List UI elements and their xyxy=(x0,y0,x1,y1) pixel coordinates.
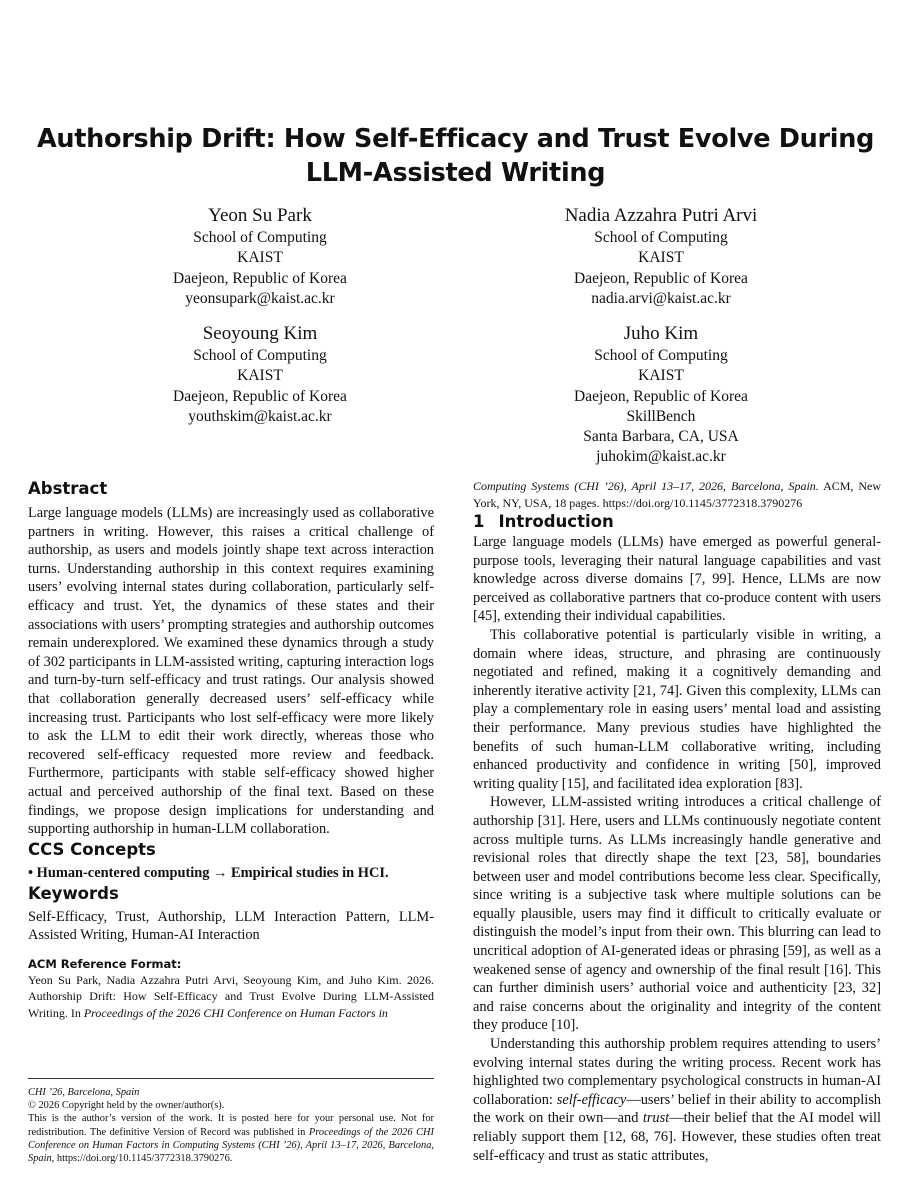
ccs-concept: • Human-centered computing → Empirical studies in HCI. xyxy=(28,864,389,881)
author-name: Yeon Su Park xyxy=(208,205,312,226)
author-2 xyxy=(501,204,821,309)
author-location: Daejeon, Republic of Korea xyxy=(574,269,748,287)
intro-paragraph-2: This collaborative potential is particularly visible in writing, a domain where ideas, structure, and phrasing are continuously negotiated and refined, making it a cognitively demanding and inherently iterative activity [21, 74]. Given this complexity, LLMs can play a complementary role in easing users’ mental load and assisting their performance. Many previous studies have highlighted the benefits of such human-LLM collaborative writing, including enhanced productivity and confidence in writing [50], improved writing quality [15], and facilitated idea exploration [83]. xyxy=(473,626,881,792)
term-trust: trust xyxy=(642,1110,670,1127)
intro-p4-text-c: —their belief that the AI model will reliably support them [12, 68, 76]. However, these studies often treat self-efficacy and trust as static attributes, xyxy=(473,1110,882,1164)
author-institution: KAIST xyxy=(237,249,283,267)
author-company: SkillBench xyxy=(626,407,696,425)
footnote-notice-italic: Proceedings of the 2026 CHI Conference on Human Factors in Computing Systems (CHI ’26), April 13–17, 2026, Barcelona, Spain xyxy=(28,1126,434,1165)
acm-reference-continued-italic: Computing Systems (CHI ’26), April 13–17, 2026, Barcelona, Spain. xyxy=(473,479,819,493)
footnote-doi[interactable]: , https://doi.org/10.1145/3772318.3790276. xyxy=(51,1153,233,1165)
keywords-text: Self-Efficacy, Trust, Authorship, LLM Interaction Pattern, LLM-Assisted Writing, Human-AI Interaction xyxy=(28,908,434,944)
footnote-venue: CHI ’26, Barcelona, Spain xyxy=(28,1087,140,1098)
author-4 xyxy=(501,322,821,468)
author-location: Daejeon, Republic of Korea xyxy=(173,269,347,287)
section-title: Introduction xyxy=(498,512,614,531)
acm-reference-italic: Proceedings of the 2026 CHI Conference on Human Factors in xyxy=(83,1005,388,1020)
author-name: Seoyoung Kim xyxy=(202,323,318,344)
intro-p4-text-a: Understanding this authorship problem requires attending to users’ evolving internal states during the writing process. Recent work has highlighted two complementary psychological constructs in human-AI collaboration: xyxy=(473,1036,881,1108)
author-name: Nadia Azzahra Putri Arvi xyxy=(564,205,758,226)
author-email: nadia.arvi@kaist.ac.kr xyxy=(591,289,731,307)
footnote-copyright: © 2026 Copyright held by the owner/author(s). xyxy=(28,1100,225,1112)
intro-paragraph-4 xyxy=(473,1035,881,1165)
abstract-text: Large language models (LLMs) are increasingly used as collaborative partners in writing. However, this raises a critical challenge of authorship, as users and models jointly shape text across interaction turns. Understanding authorship in this context requires examining users’ evolving internal states during collaboration, particularly self-efficacy and trust. Yet, the dynamics of these states and their associations with users’ prompting strategies and authorship outcomes remain underexplored. We examined these dynamics through a study of 302 participants in LLM-assisted writing, capturing interaction logs and turn-by-turn self-efficacy and trust ratings. Our analysis showed that collaboration generally decreased users’ self-efficacy while increasing trust. Participants who lost self-efficacy were more likely to ask the LLM to edit their work directly, whereas those who recovered self-efficacy requested more review and feedback. Furthermore, participants with stable self-efficacy showed higher actual and perceived authorship of the final text. Based on these findings, we propose design implications for understanding and supporting authorship in human-LLM collaboration. xyxy=(28,505,434,838)
author-3 xyxy=(100,322,420,427)
author-email: juhokim@kaist.ac.kr xyxy=(596,448,726,466)
author-affiliation: School of Computing xyxy=(594,229,728,246)
acm-reference-plain: Yeon Su Park, Nadia Azzahra Putri Arvi, Seoyoung Kim, and Juho Kim. 2026. Authorship Drift: How Self-Efficacy and Trust Evolve During LLM-Assisted Writing. In xyxy=(28,972,434,1020)
introduction-heading xyxy=(473,511,881,533)
intro-paragraph-3: However, LLM-assisted writing introduces a critical challenge of authorship [31]. Here, users and LLMs continuously negotiate content across multiple turns. As LLMs increasingly handle generative and revisional roles that directly shape the text [23, 58], boundaries between user and model contributions become less clear. Specifically, since writing is a subjective task where multiple solutions can be equally plausible, users may find it difficult to critically evaluate or distinguish the model’s input from their own. This blurring can lead to uncritical adoption of AI-generated ideas or phrasing [59], as well as a weakened sense of agency and ownership of the final result [16]. This can further diminish users’ authorial voice and authenticity [23, 32] and raise concerns about the originality and integrity of the content they produce [10]. xyxy=(473,794,881,1034)
footnote xyxy=(28,1086,434,1165)
author-affiliation: School of Computing xyxy=(594,347,728,364)
author-institution: KAIST xyxy=(638,249,684,267)
intro-paragraph-1: Large language models (LLMs) have emerged as powerful general-purpose tools, leveraging their natural language capabilities and vast knowledge across diverse domains [7, 99]. Hence, LLMs are now perceived as collaborative partners that co-produce content with users [45], extending their individual capabilities. xyxy=(473,534,881,625)
author-institution: KAIST xyxy=(237,367,283,385)
acm-reference-continued xyxy=(473,478,881,511)
keywords-heading: Keywords xyxy=(28,883,119,903)
author-affiliation: School of Computing xyxy=(193,229,327,246)
author-location: Daejeon, Republic of Korea xyxy=(574,387,748,405)
author-affiliation: School of Computing xyxy=(193,347,327,364)
author-company-location: Santa Barbara, CA, USA xyxy=(583,428,739,446)
term-self-efficacy: self-efficacy xyxy=(556,1091,627,1108)
acm-reference-heading: ACM Reference Format: xyxy=(28,956,182,971)
author-name: Juho Kim xyxy=(623,323,699,344)
acm-reference-text xyxy=(28,972,434,1022)
ccs-heading: CCS Concepts xyxy=(28,839,156,859)
left-column xyxy=(28,478,434,1021)
right-column xyxy=(473,478,881,1165)
author-institution: KAIST xyxy=(638,367,684,385)
section-number: 1 xyxy=(473,512,485,531)
footnote-notice xyxy=(28,1112,434,1165)
intro-p4-text-b: —users’ belief in their ability to accomplish the work on their own—and xyxy=(473,1091,881,1127)
footnote-notice-text: This is the author’s version of the work. It is posted here for your personal use. Not for redistribution. The definitive Version of Record was published in xyxy=(28,1113,434,1138)
author-email: youthskim@kaist.ac.kr xyxy=(188,407,332,425)
author-location: Daejeon, Republic of Korea xyxy=(173,387,347,405)
author-email: yeonsupark@kaist.ac.kr xyxy=(185,289,335,307)
abstract-heading: Abstract xyxy=(28,479,108,498)
footnote-divider xyxy=(28,1078,434,1079)
acm-reference-continued-plain: ACM, New York, NY, USA, 18 pages. https://doi.org/10.1145/3772318.3790276 xyxy=(473,479,882,510)
paper-title: Authorship Drift: How Self-Efficacy and Trust Evolve During LLM-Assisted Writing xyxy=(36,124,875,188)
author-1 xyxy=(100,204,420,309)
